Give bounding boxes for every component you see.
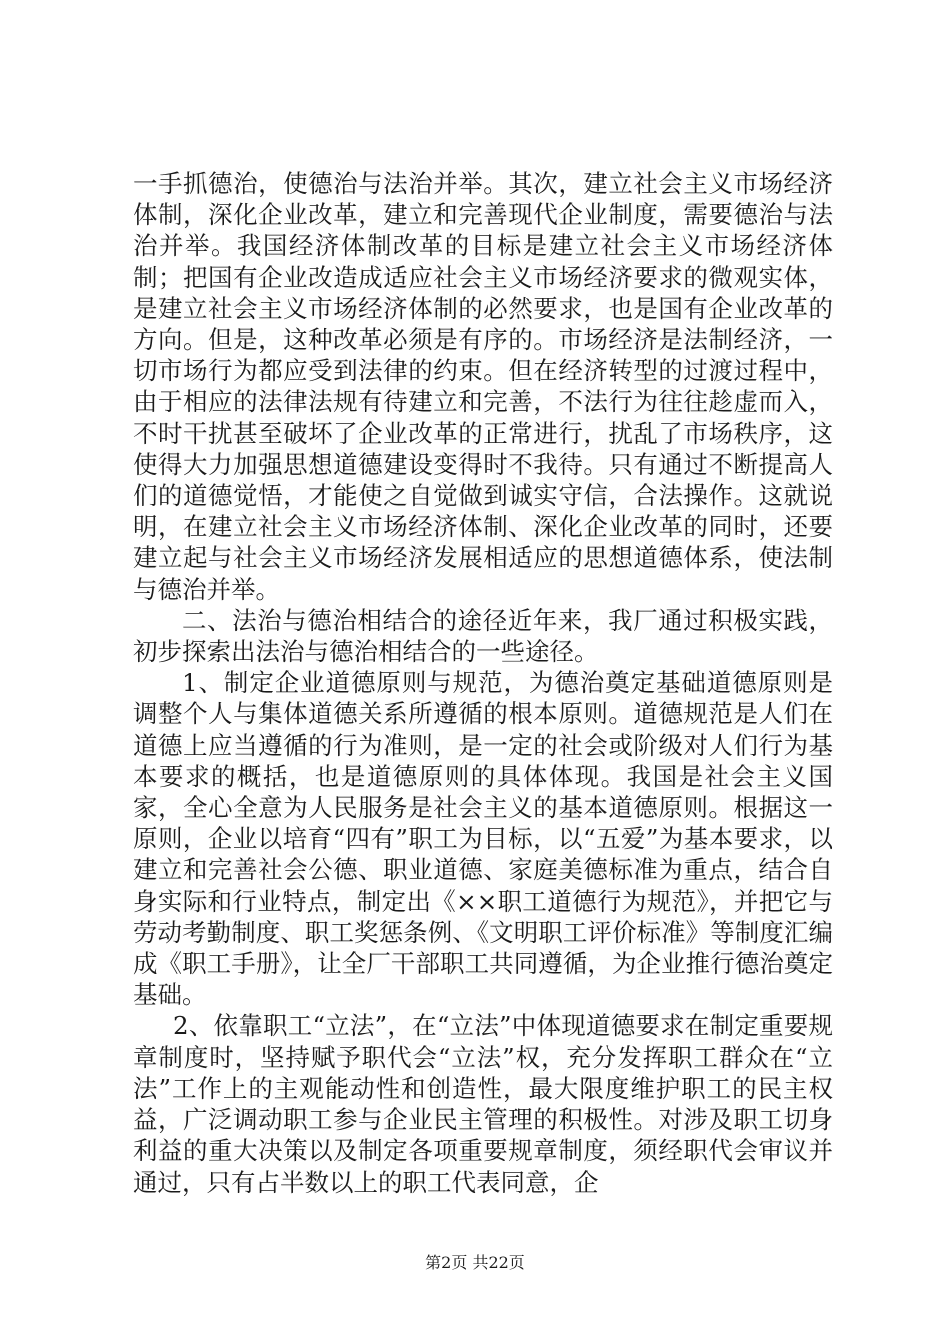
paragraph-4: 2、依靠职工“立法”，在“立法”中体现道德要求在制定重要规章制度时，坚持赋予职代会“立法”权，充分发挥职工群众在“立法”工作上的主观能动性和创造性，最大限度维护职工的民主权益，广泛调动职工参与企业民主管理的积极性。对涉及职工切身利益的重大决策以及制定各项重要规章制度，须经职代会审议并通过，只有占半数以上的职工代表同意，企 <box>133 1011 833 1197</box>
paragraph-1: 一手抓德治，使德治与法治并举。其次，建立社会主义市场经济体制，深化企业改革，建立和完善现代企业制度，需要德治与法治并举。我国经济体制改革的目标是建立社会主义市场经济体制；把国有企业改造成适应社会主义市场经济要求的微观实体，是建立社会主义市场经济体制的必然要求，也是国有企业改革的方向。但是，这种改革必须是有序的。市场经济是法制经济，一切市场行为都应受到法律的约束。但在经济转型的过渡过程中，由于相应的法律法规有待建立和完善，不法行为往往趁虚而入，不时干扰甚至破坏了企业改革的正常进行，扰乱了市场秩序，这使得大力加强思想道德建设变得时不我待。只有通过不断提高人们的道德觉悟，才能使之自觉做到诚实守信，合法操作。这就说明，在建立社会主义市场经济体制、深化企业改革的同时，还要建立起与社会主义市场经济发展相适应的思想道德体系，使法制与德治并举。 <box>133 169 833 604</box>
page-number: 第2页 共22页 <box>425 1253 525 1272</box>
page-footer <box>0 1250 950 1273</box>
document-body <box>133 168 833 1198</box>
paragraph-2: 二、法治与德治相结合的途径近年来，我厂通过积极实践，初步探索出法治与德治相结合的一些途径。 <box>133 605 833 667</box>
paragraph-3: 1、制定企业道德原则与规范，为德治奠定基础道德原则是调整个人与集体道德关系所遵循的根本原则。道德规范是人们在道德上应当遵循的行为准则，是一定的社会或阶级对人们行为基本要求的概括，也是道德原则的具体体现。我国是社会主义国家，全心全意为人民服务是社会主义的基本道德原则。根据这一原则，企业以培育“四有”职工为目标，以“五爱”为基本要求，以建立和完善社会公德、职业道德、家庭美德标准为重点，结合自身实际和行业特点，制定出《××职工道德行为规范》，并把它与劳动考勤制度、职工奖惩条例、《文明职工评价标准》等制度汇编成《职工手册》，让全厂干部职工共同遵循，为企业推行德治奠定基础。 <box>133 668 833 1010</box>
